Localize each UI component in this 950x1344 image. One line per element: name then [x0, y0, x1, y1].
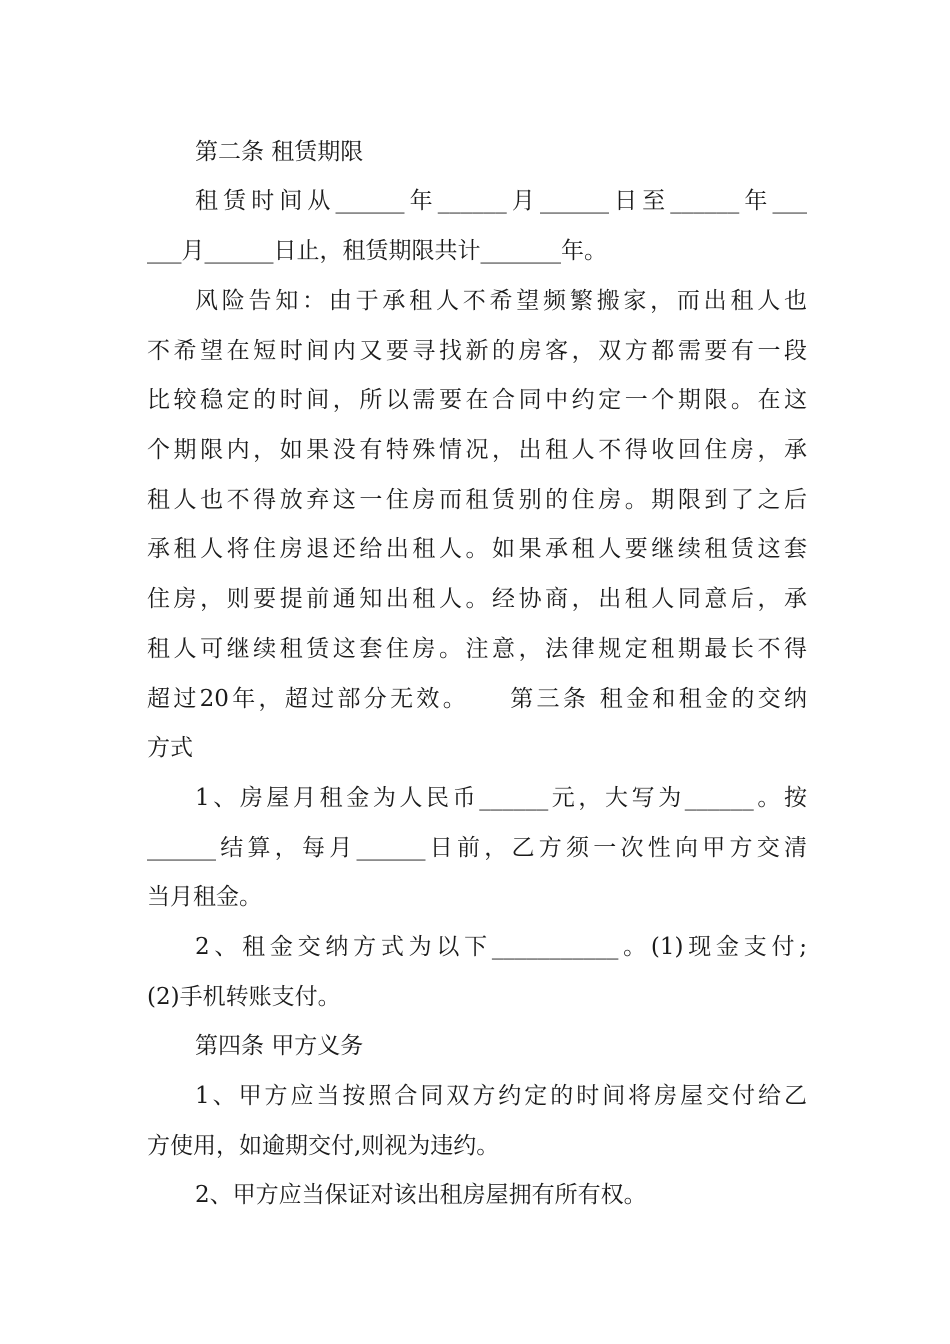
text-line: (2)手机转账支付。 — [147, 984, 341, 1010]
text-line: ___月______日止，租赁期限共计_______年。 — [147, 238, 607, 264]
text-line: 超过20年，超过部分无效。 第三条 租金和租金的交纳 — [147, 686, 807, 712]
text-line: 住房，则要提前通知出租人。经协商，出租人同意后，承 — [147, 586, 807, 612]
text-line: 当月租金。 — [147, 884, 262, 910]
text-line: 2、租金交纳方式为以下___________。(1)现金支付; — [195, 934, 807, 960]
text-line: 2、甲方应当保证对该出租房屋拥有所有权。 — [195, 1182, 647, 1208]
text-line: 不希望在短时间内又要寻找新的房客，双方都需要有一段 — [147, 338, 807, 364]
text-line: 租人也不得放弃这一住房而租赁别的住房。期限到了之后 — [147, 487, 807, 513]
text-line: 承租人将住房退还给出租人。如果承租人要继续租赁这套 — [147, 536, 807, 562]
text-line: 个期限内，如果没有特殊情况，出租人不得收回住房，承 — [147, 437, 807, 463]
text-line: 比较稳定的时间，所以需要在合同中约定一个期限。在这 — [147, 387, 807, 413]
text-line: 租人可继续租赁这套住房。注意，法律规定租期最长不得 — [147, 636, 807, 662]
text-line: 风险告知：由于承租人不希望频繁搬家，而出租人也 — [195, 288, 807, 314]
text-line: 第二条 租赁期限 — [195, 139, 364, 165]
text-line: 方使用，如逾期交付,则视为违约。 — [147, 1133, 500, 1159]
text-line: 第四条 甲方义务 — [195, 1033, 364, 1059]
text-line: 1、甲方应当按照合同双方约定的时间将房屋交付给乙 — [195, 1083, 807, 1109]
text-line: ______结算，每月______日前，乙方须一次性向甲方交清 — [147, 835, 807, 861]
text-line: 租赁时间从______年______月______日至______年___ — [195, 188, 807, 214]
text-line: 1、房屋月租金为人民币______元，大写为______。按 — [195, 785, 807, 811]
text-line: 方式 — [147, 735, 193, 761]
